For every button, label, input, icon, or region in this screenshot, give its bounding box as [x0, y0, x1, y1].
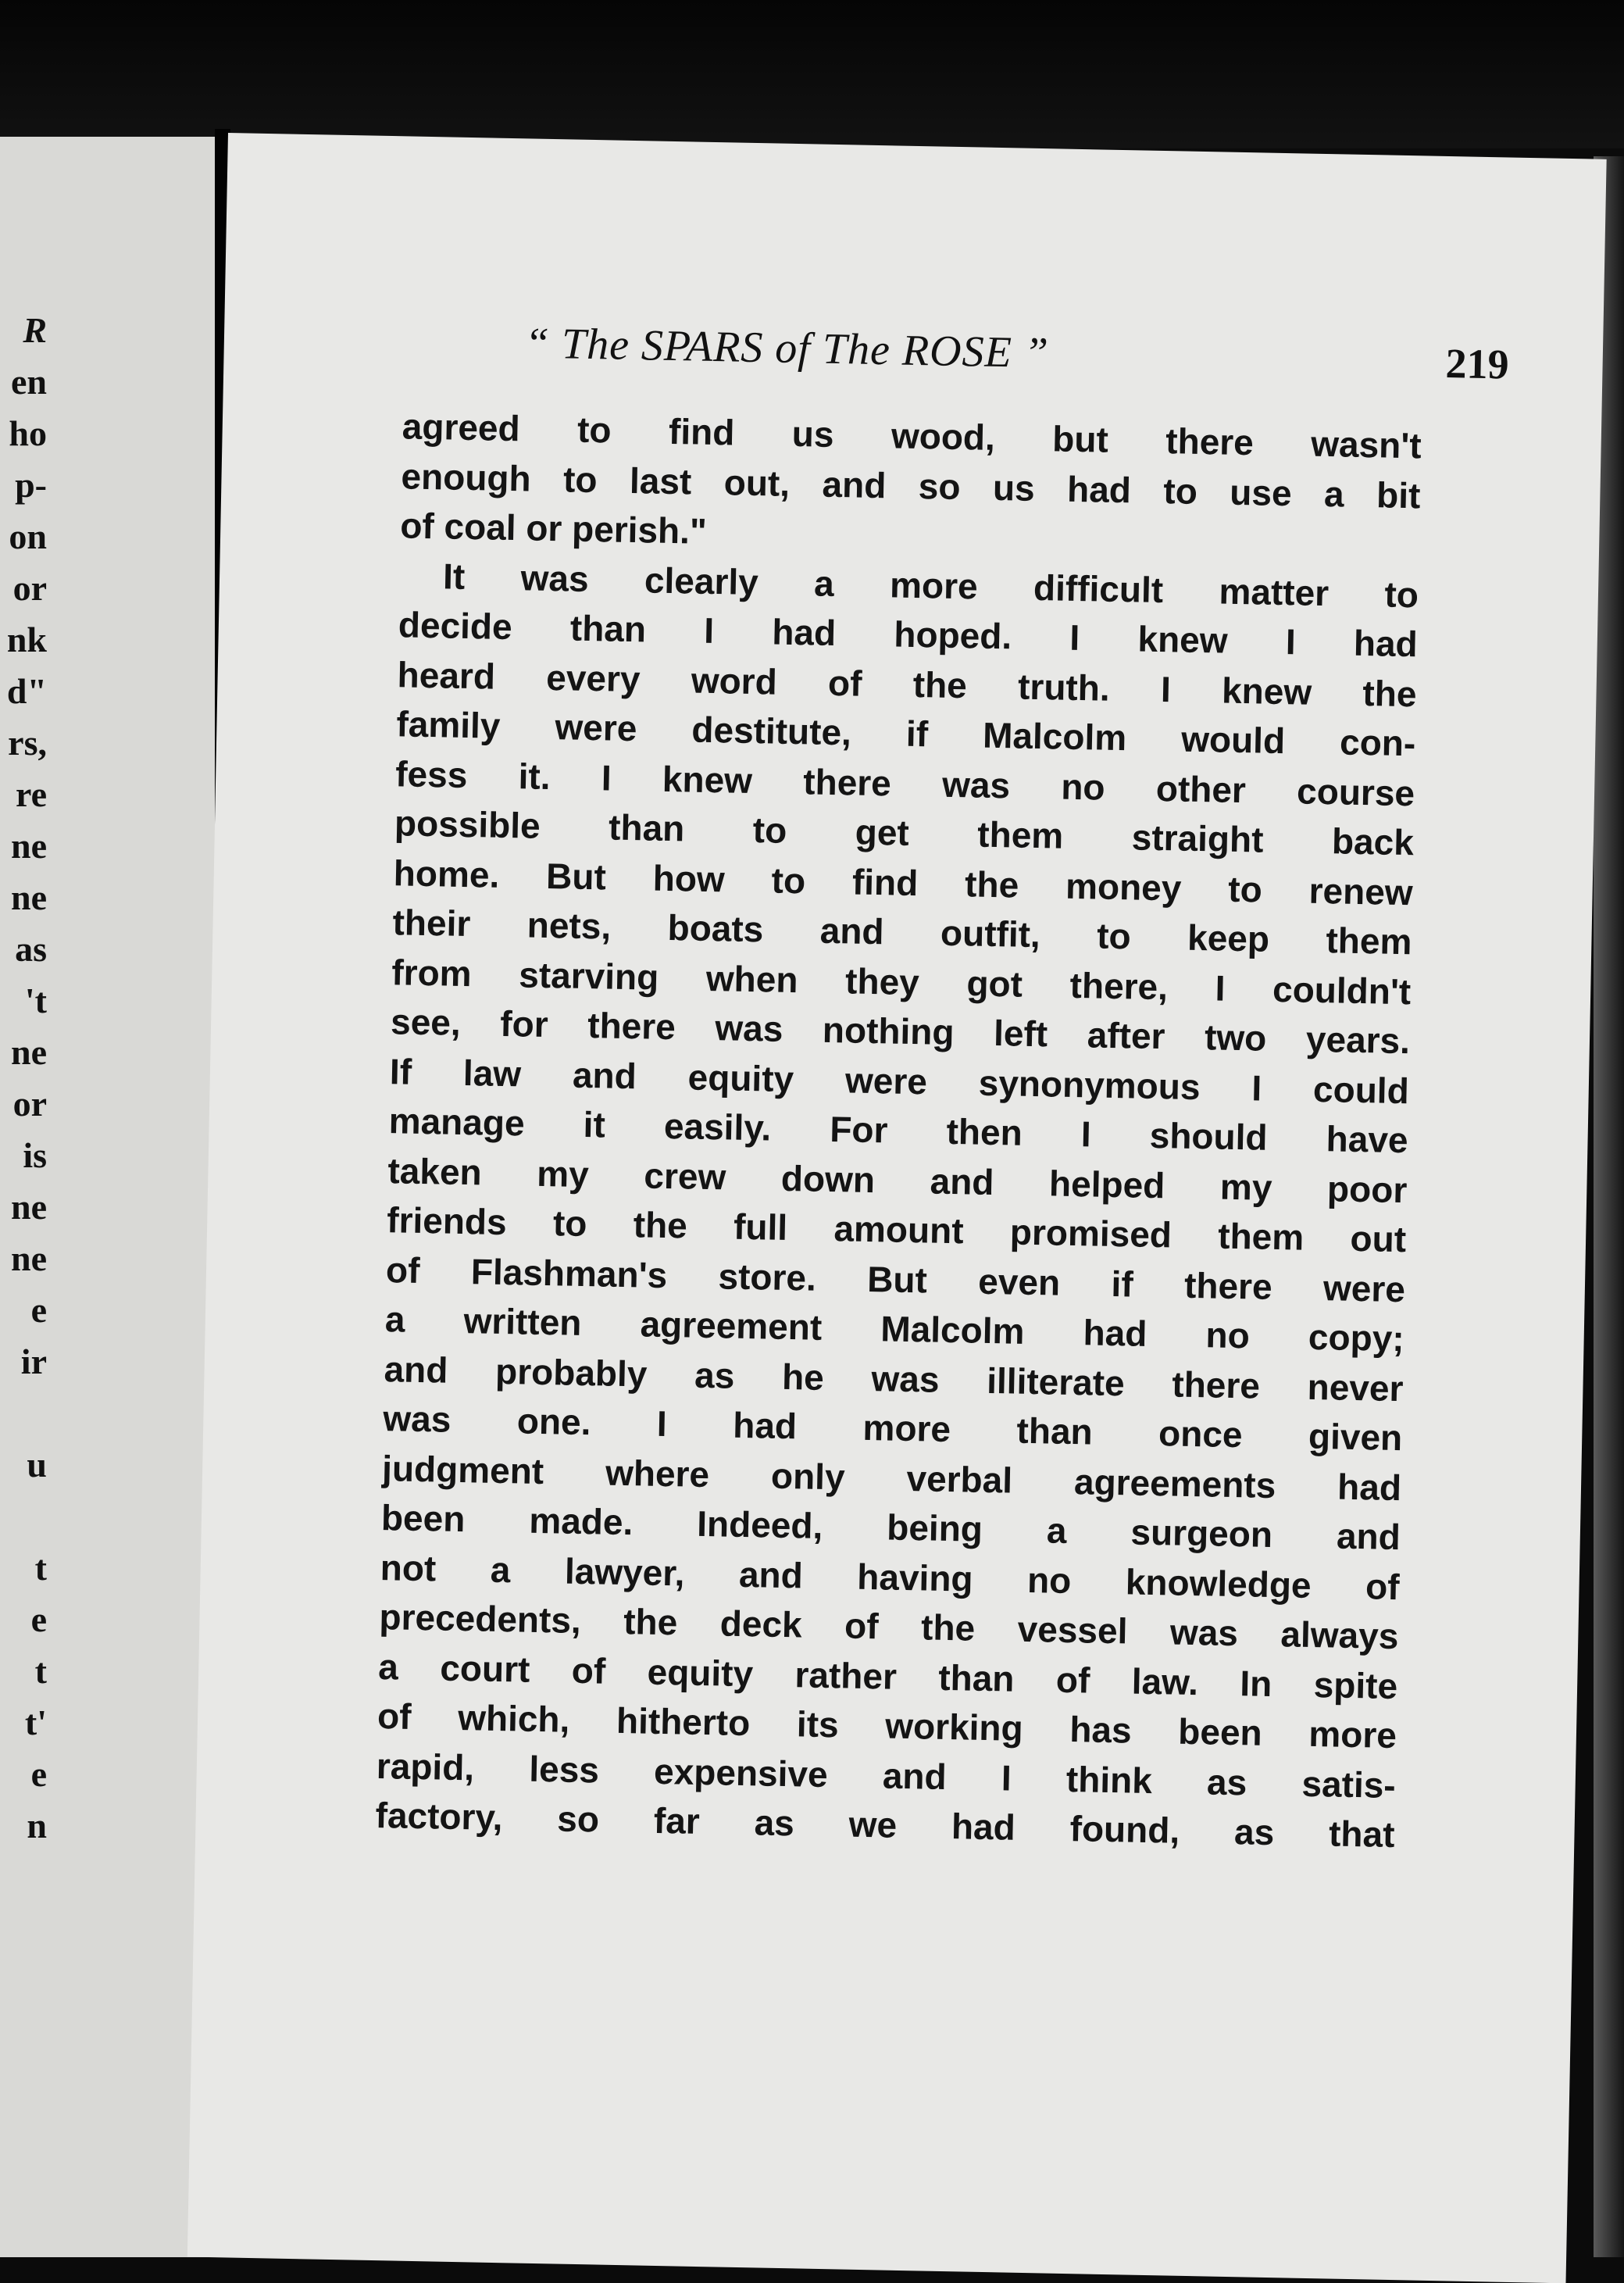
- text-line: precedents, the deck of the vessel was always: [379, 1596, 1399, 1657]
- text-line: rapid, less expensive and I think as satis-: [376, 1745, 1397, 1806]
- book-page: [187, 133, 1607, 2283]
- text-line: been made. Indeed, being a surgeon and: [380, 1497, 1401, 1558]
- fragment-line: ir: [20, 1342, 47, 1381]
- fragment-line: or: [12, 1084, 47, 1124]
- text-line: see, for there was nothing left after two years.: [390, 1001, 1411, 1062]
- text-line: of which, hitherto its working has been more: [377, 1695, 1397, 1756]
- text-line: a court of equity rather than of law. In spite: [377, 1645, 1398, 1706]
- fragment-line: t: [34, 1651, 47, 1691]
- text-line: fess it. I knew there was no other course: [394, 752, 1415, 813]
- text-line: judgment where only verbal agreements had: [381, 1447, 1402, 1508]
- text-line: of Flashman's store. But even if there were: [385, 1249, 1406, 1309]
- fragment-line: u: [27, 1445, 47, 1484]
- fragment-line: ne: [11, 1187, 47, 1227]
- fragment-line: is: [23, 1135, 47, 1175]
- text-line: was one. I had more than once given: [382, 1398, 1403, 1459]
- fragment-line: [0, 1388, 47, 1439]
- fragment-line: en: [11, 362, 47, 402]
- text-line: taken my crew down and helped my poor: [387, 1149, 1408, 1210]
- fragment-line: on: [9, 516, 47, 556]
- page-body-text: [375, 402, 1422, 1860]
- scan-background: [0, 0, 1624, 148]
- text-line: agreed to find us wood, but there wasn't: [402, 406, 1422, 466]
- fragment-line: ne: [11, 1238, 47, 1278]
- text-line: It was clearly a more difficult matter to: [442, 555, 1419, 615]
- fragment-line: as: [15, 929, 47, 969]
- fragment-line: R: [23, 310, 47, 350]
- text-line: heard every word of the truth. I knew the: [397, 653, 1417, 714]
- fragment-line: ne: [11, 826, 47, 866]
- running-head: [524, 318, 1509, 407]
- text-line: home. But how to find the money to renew: [393, 852, 1414, 913]
- text-line: family were destitute, if Malcolm would con-: [396, 703, 1416, 764]
- fragment-line: n: [27, 1806, 47, 1845]
- fragment-line: ne: [11, 877, 47, 917]
- text-line: enough to last out, and so us had to use a bit: [401, 455, 1421, 516]
- fragment-line: rs,: [8, 723, 47, 763]
- fragment-line: 't: [24, 981, 47, 1020]
- page-number: 219: [1445, 339, 1510, 388]
- previous-page-edge: [0, 137, 215, 2257]
- text-line: factory, so far as we had found, as that: [375, 1795, 1395, 1856]
- previous-page-text-fragments: [0, 305, 47, 1852]
- fragment-line: e: [30, 1754, 47, 1794]
- fragment-line: [0, 1491, 47, 1542]
- fragment-line: p-: [15, 465, 47, 505]
- fragment-line: or: [12, 568, 47, 608]
- running-title: “ The SPARS of The ROSE ”: [524, 319, 1050, 378]
- fragment-line: e: [30, 1290, 47, 1330]
- fragment-line: ho: [9, 413, 47, 453]
- text-line: friends to the full amount promised them out: [386, 1199, 1407, 1260]
- fragment-line: t: [34, 1548, 47, 1588]
- text-line: from starving when they got there, I couldn't: [391, 951, 1412, 1012]
- text-line: their nets, boats and outfit, to keep them: [392, 902, 1412, 963]
- fragment-line: d": [6, 671, 47, 711]
- fragment-line: ne: [11, 1032, 47, 1072]
- text-line: and probably as he was illiterate there never: [384, 1348, 1404, 1409]
- text-line: a written agreement Malcolm had no copy;: [384, 1299, 1405, 1359]
- fragment-line: t': [24, 1702, 47, 1742]
- text-line: of coal or perish.": [399, 505, 708, 552]
- fragment-line: nk: [6, 620, 47, 659]
- text-line: manage it easily. For then I should have: [388, 1100, 1409, 1161]
- fragment-line: re: [15, 774, 47, 814]
- text-line: If law and equity were synonymous I could: [389, 1050, 1410, 1111]
- text-line: decide than I had hoped. I knew I had: [398, 604, 1419, 665]
- text-line: possible than to get them straight back: [394, 802, 1415, 863]
- fragment-line: e: [30, 1599, 47, 1639]
- text-line: not a lawyer, and having no knowledge of: [380, 1546, 1401, 1607]
